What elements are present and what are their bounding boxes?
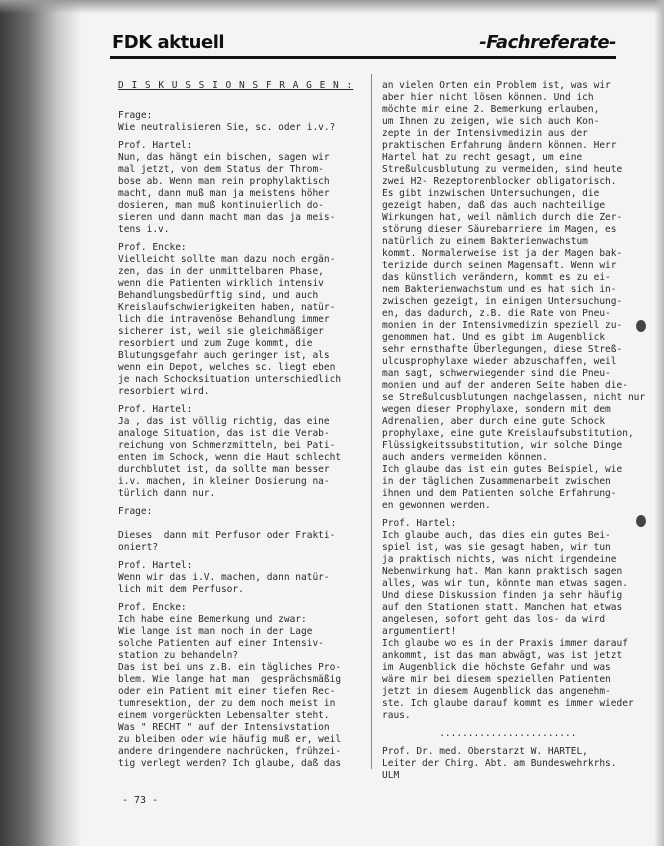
text-line: aber hier nicht lösen können. Und ich [382,92,594,103]
text-line: wenn ein Depot, welches sc. liegt eben [118,362,336,373]
text-line: Prof. Dr. med. Oberstarzt W. HARTEL, [382,746,588,757]
text-line: man sagt, schwerwiegender sind die Pneu- [382,368,611,379]
text-line: zepte in der Intensivmedizin aus der [382,128,588,139]
text-line: wenn die Patienten wirklich intensiv [118,278,324,289]
text-line: sieren und dann macht man das ja meis- [118,212,336,223]
text-block-dots [382,728,640,740]
text-line: ULM [382,770,400,781]
column-divider [371,74,372,769]
text-block-q2 [118,506,366,554]
text-line: Wenn wir das i.V. machen, dann natür- [118,572,330,583]
text-line: praktischen Erfahrung ändern können. Herr [382,140,617,151]
text-line: andere dringendere nachrücken, frühzei- [118,746,342,757]
text-line: an vielen Orten ein Problem ist, was wir [382,80,611,91]
text-block-title [118,80,366,92]
text-line: Streßulcusblutung zu vermeiden, sind heute [382,164,623,175]
text-line: tumresektion, der zu dem noch meist in [118,698,336,709]
text-line: oniert? [118,542,159,553]
text-line: Blutungsgefahr auch geringer ist, als [118,350,330,361]
text-line: oder ein Patient mit einer tiefen Rec- [118,686,336,697]
punch-hole [636,320,646,332]
text-line: Ich glaube das ist ein gutes Beispiel, wie [382,464,623,475]
text-line: argumentiert! [382,626,457,637]
text-line: sehr ernsthafte Überlegungen, diese Streß- [382,344,623,355]
text-line: lich mit dem Perfusor. [118,584,244,595]
text-line: tens i.v. [118,224,170,235]
text-block-encke2 [118,602,366,770]
text-line: Kreislaufschwierigkeiten haben, natür- [118,302,336,313]
text-line: tig verlegt werden? Ich glaube, daß das [118,758,342,769]
text-line: station zu behandeln? [118,650,239,661]
text-line: Hartel hat zu recht gesagt, um eine [382,152,583,163]
text-line: wegen dieser Prophylaxe, sondern mit dem [382,404,611,415]
text-line: se Streßulcusblutungen nachgelassen, nicht nur [382,392,646,403]
text-line: Prof. Hartel: [118,140,193,151]
text-line: Leiter der Chirg. Abt. am Bundeswehrkrhs. [382,758,617,769]
text-line: ankommt, ist das man abwägt, was ist jetzt [382,650,623,661]
text-line: lich die intravenöse Behandlung immer [118,314,330,325]
text-block-encke1 [118,242,366,398]
text-block-sig [382,746,640,782]
text-line: solche Patienten auf einer Intensiv- [118,638,324,649]
text-line: blem. Wie lange hat man gesprächsmäßig [118,674,342,685]
text-line: Ich glaube auch, das dies ein gutes Bei- [382,530,611,541]
text-line: durchblutet ist, da sollte man besser [118,464,330,475]
paragraph-gap [118,770,366,776]
text-line: Ich glaube wo es in der Praxis immer darauf [382,638,628,649]
left-column [118,80,366,776]
text-line: zen, das in der unmittelbaren Phase, [118,266,324,277]
text-line: je nach Schocksituation unterschiedlich [118,374,342,385]
text-block-hartel2 [118,404,366,500]
text-line: raus. [382,710,411,721]
text-line: Das ist bei uns z.B. ein tägliches Pro- [118,662,342,673]
text-line: terizide durch seinen Magensaft. Wenn wir [382,260,617,271]
text-line: Flüssigkeitssubstitution, wir solche Dinge [382,440,623,451]
text-line: analoge Situation, das ist die Verab- [118,428,330,439]
text-line: ihnen und dem Patienten solche Erfahrung- [382,488,617,499]
text-line: Dieses dann mit Perfusor oder Frakti- [118,530,336,541]
text-line: resorbiert wird. [118,386,210,397]
section-title: D I S K U S S I O N S F R A G E N : [118,80,354,91]
text-block-hartel3 [118,560,366,596]
text-line: Prof. Hartel: [118,560,193,571]
text-line: auch anders vermeiden können. [382,452,548,463]
text-block-hartel1 [118,140,366,236]
text-line: Ja , das ist völlig richtig, das eine [118,416,330,427]
page-number: - 73 - [122,795,159,806]
text-line: jetzt in diesem Augenblick das angenehm- [382,686,611,697]
text-line: auf den Stationen statt. Manchen hat etwas [382,602,623,613]
text-line: ja praktisch nichts, was nicht irgendeine [382,554,617,565]
text-line: alles, was wir tun, könnte man etwas sagen. [382,578,628,589]
text-line: resorbiert und zum Zuge kommt, die [118,338,313,349]
text-line: Prof. Encke: [118,602,187,613]
text-line: ste. Ich glaube darauf kommt es immer wieder [382,698,634,709]
text-line: en gewonnen werden. [382,500,491,511]
text-line: angelesen, sofort geht das los- da wird [382,614,606,625]
text-line: Frage: [118,110,153,121]
text-line: Nebenwirkung hat. Man kann praktisch sagen [382,566,623,577]
text-line: Wirkungen hat, weil nämlich durch die Zer- [382,212,623,223]
text-block-cont1 [382,80,646,512]
text-line: Prof. Hartel: [118,404,193,415]
punch-hole [636,515,646,527]
binding-shadow [0,0,82,846]
text-line: enten im Schock, wenn die Haut schlecht [118,452,342,463]
top-edge-shadow [0,0,664,14]
text-line: störung dieser Säurebarriere im Magen, es [382,224,617,235]
text-block-hartel4 [382,518,640,722]
text-line: dosieren, man muß kontinuierlich do- [118,200,324,211]
header-right-title: -Fachreferate- [479,32,616,53]
text-line: Frage: [118,506,153,517]
text-line: spiel ist, was sie gesagt haben, wir tun [382,542,611,553]
text-line [118,518,366,530]
text-line: Was " RECHT " auf der Intensivstation [118,722,330,733]
text-line: reichung von Schmerzmitteln, bei Pati- [118,440,336,451]
text-line: Behandlungsbedürftig sind, und auch [118,290,319,301]
header-rule [110,56,616,59]
text-line: mal jetzt, von dem Status der Throm- [118,164,324,175]
text-line: in der täglichen Zusammenarbeit zwischen [382,476,611,487]
text-line: zwischen gezeigt, in einigen Untersuchung- [382,296,623,307]
text-line: kommt. Normalerweise ist ja der Magen bak- [382,248,623,259]
text-line: möchte mir eine 2. Bemerkung erlauben, [382,104,600,115]
text-line: einem vorgerückten Lebensalter steht. [118,710,330,721]
paragraph-gap [382,782,640,788]
text-line: natürlich zu einem Bakterienwachstum [382,236,588,247]
text-line: Nun, das hängt ein bischen, sagen wir [118,152,330,163]
text-line: zwei H2- Rezeptorenblocker obligatorisch. [382,176,617,187]
right-column [382,80,646,788]
text-line: Es gibt inzwischen Untersuchungen, die [382,188,600,199]
text-line: i.v. machen, in kleiner Dosierung na- [118,476,330,487]
text-line: Wie neutralisieren Sie, sc. oder i.v.? [118,122,336,133]
text-line: wäre mir bei diesem speziellen Patienten [382,674,611,685]
text-line: monien und auf der anderen Seite haben die- [382,380,628,391]
text-line: nem Bakterienwachstum und es hat sich in- [382,284,617,295]
text-line: en, das dadurch, z.B. die Rate von Pneu- [382,308,611,319]
text-line: das künstlich verändern, kommt es zu ei- [382,272,611,283]
text-line: Und diese Diskussion finden ja sehr häufig [382,590,623,601]
text-line: prophylaxe, eine gute Kreislaufsubstitution, [382,428,634,439]
text-line: gezeigt haben, daß das auch nachteilige [382,200,606,211]
text-line: genommen hat. Und es gibt im Augenblick [382,332,606,343]
text-line: zu bleiben oder wie häufig muß er, weil [118,734,342,745]
text-line: ........................ [382,728,577,739]
text-line: Adrenalien, aber durch eine gute Schock [382,416,606,427]
text-block-q1 [118,110,366,134]
text-line: Wie lange ist man noch in der Lage [118,626,313,637]
text-line: macht, dann muß man ja meistens höher [118,188,330,199]
text-line: um Ihnen zu zeigen, wie sich auch Kon- [382,116,600,127]
text-line: Vielleicht sollte man dazu noch ergän- [118,254,336,265]
text-line: türlich dann nur. [118,488,216,499]
text-line: ulcusprophylaxe wieder abzuschaffen, weil [382,356,617,367]
right-edge-shadow [654,0,664,846]
text-line: monien in der Intensivmedizin speziell zu- [382,320,623,331]
header-left-title: FDK aktuell [112,32,225,53]
text-line: im Augenblick die höchste Gefahr und was [382,662,611,673]
text-line: sicherer ist, weil sie gleichmäßiger [118,326,324,337]
text-line: bose ab. Wenn man rein prophylaktisch [118,176,330,187]
text-line: Ich habe eine Bemerkung und zwar: [118,614,307,625]
text-line: Prof. Encke: [118,242,187,253]
text-line: Prof. Hartel: [382,518,457,529]
